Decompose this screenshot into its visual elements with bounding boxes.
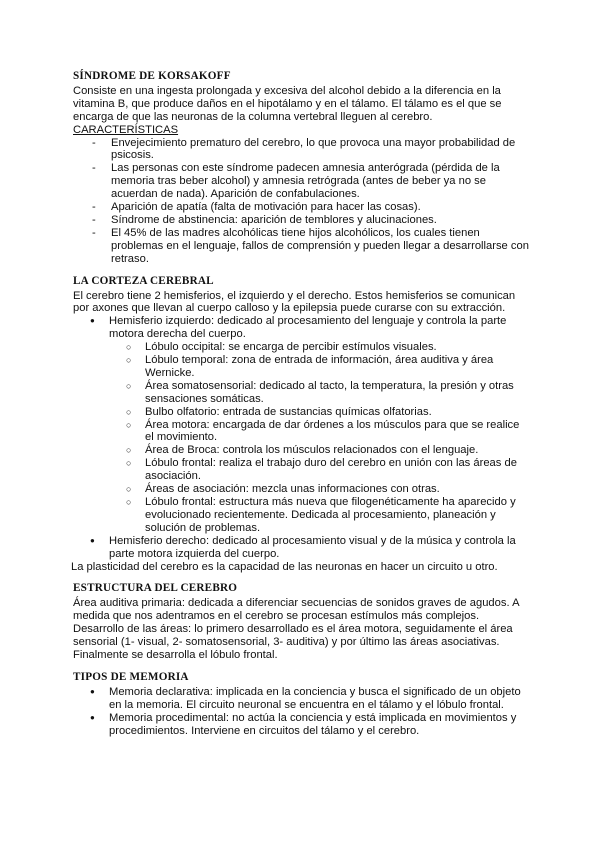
list-item: ○ Bulbo olfatorio: entrada de sustancias químicas olfatorias.	[109, 406, 529, 419]
section-title: ESTRUCTURA DEL CEREBRO	[73, 582, 238, 595]
list-item: ○ Área somatosensorial: dedicado al tacto, la temperatura, la presión y otras sensaciones somáticas.	[109, 380, 529, 406]
section-corteza	[73, 275, 529, 574]
paragraph: Consiste en una ingesta prolongada y excesiva del alcohol debido a la diferencia en la vitamina B, que produce daños en el hipotálamo y en el tálamo. El tálamo es el que se encarga de que las neuronas de la columna vertebral lleguen al cerebro.	[73, 84, 502, 123]
paragraph: El cerebro tiene 2 hemisferios, el izquierdo y el derecho. Estos hemisferios se comunican por axones que llevan al cuerpo calloso y la epilepsia puede curarse con su extracción.	[73, 289, 516, 315]
section-title: TIPOS DE MEMORIA	[73, 670, 189, 683]
characteristics-list	[73, 137, 529, 266]
paragraph: Desarrollo de las áreas: lo primero desarrollado es el área motora, seguidamente el área sensorial (1- visual, 2- somatosensorial, 3- auditiva) y por último las áreas asociativas. Finalmente se desarrolla el lóbulo frontal.	[73, 623, 513, 661]
paragraph: La plasticidad del cerebro es la capacidad de las neuronas en hacer un circuito u otro.	[71, 560, 498, 573]
list-item: ○ Lóbulo occipital: se encarga de percibir estímulos visuales.	[109, 341, 529, 354]
section-title: SÍNDROME DE KORSAKOFF	[73, 70, 231, 82]
list-item: - Las personas con este síndrome padecen amnesia anterógrada (pérdida de la memoria tras beber alcohol) y amnesia retrógrada (antes de beber ya no se acuerdan de nada). Aparición de confabulaciones.	[73, 162, 529, 201]
list-item: ○ Área de Broca: controla los músculos relacionados con el lenguaje.	[109, 444, 529, 457]
section-title: LA CORTEZA CEREBRAL	[73, 274, 214, 287]
hemisphere-list	[73, 315, 529, 560]
lobes-list	[109, 341, 529, 535]
list-item: - Aparición de apatía (falta de motivación para hacer las cosas).	[73, 201, 529, 214]
list-item: ○ Lóbulo frontal: estructura más nueva que filogenéticamente ha aparecido y evolucionado recientemente. Dedicada al procesamiento, planeación y solución de problemas.	[109, 496, 529, 535]
paragraph: Área auditiva primaria: dedicada a diferenciar secuencias de sonidos graves de agudos. A medida que nos adentramos en el cerebro se procesan estímulos más complejos.	[73, 597, 519, 623]
list-item: - Envejecimiento prematuro del cerebro, lo que provoca una mayor probabilidad de psicosis.	[73, 137, 529, 163]
memory-list	[73, 686, 529, 738]
list-item: ○ Área motora: encargada de dar órdenes a los músculos para que se realice el movimiento.	[109, 419, 529, 445]
list-item: ● Hemisferio derecho: dedicado al procesamiento visual y de la música y controla la parte motora izquierda del cuerpo.	[73, 535, 529, 561]
section-memoria	[73, 671, 529, 738]
list-item: - El 45% de las madres alcohólicas tiene hijos alcohólicos, los cuales tienen problemas en el lenguaje, fallos de comprensión y pueden llegar a desarrollarse con retraso.	[73, 227, 529, 266]
list-item: ● Memoria procedimental: no actúa la conciencia y está implicada en movimientos y procedimientos. Interviene en circuitos del tálamo y el cerebro.	[73, 712, 529, 738]
left-hemisphere-text: Hemisferio izquierdo: dedicado al procesamiento del lenguaje y controla la parte motora derecha del cuerpo.	[109, 315, 507, 341]
list-item: ○ Áreas de asociación: mezcla unas informaciones con otras.	[109, 483, 529, 496]
list-item: - Síndrome de abstinencia: aparición de temblores y alucinaciones.	[73, 214, 529, 227]
list-item: ● Memoria declarativa: implicada en la conciencia y busca el significado de un objeto en la memoria. El circuito neuronal se encuentra en el tálamo y el lóbulo frontal.	[73, 686, 529, 712]
document-page	[73, 70, 529, 746]
list-item: ○ Lóbulo temporal: zona de entrada de información, área auditiva y área Wernicke.	[109, 354, 529, 380]
section-korsakoff	[73, 70, 529, 266]
list-item	[73, 315, 529, 534]
section-estructura	[73, 582, 529, 661]
subheading: CARACTERÍSTICAS	[73, 123, 179, 136]
list-item: ○ Lóbulo frontal: realiza el trabajo duro del cerebro en unión con las áreas de asociación.	[109, 457, 529, 483]
